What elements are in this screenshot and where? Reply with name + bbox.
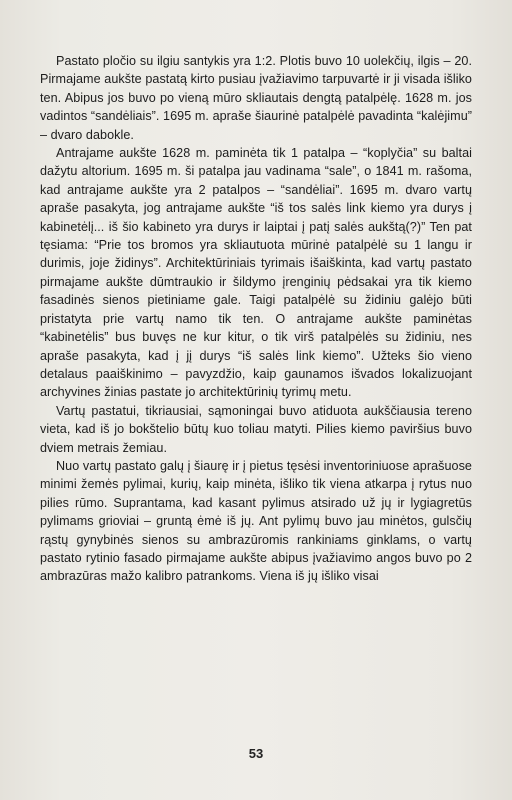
paragraph-2: Antrajame aukšte 1628 m. paminėta tik 1 patalpa – “koplyčia” su baltai dažytu altorium. 1695 m. ši patalpa jau vadinama “sale”, o 1841 m. rašoma, kad antrajame aukšte yra 2 patalpos – “sandėliai”. 1695 m. dvaro vartų apraše pasakyta, jog antrajame aukšte “iš tos salės link kiemo yra durys į kabinetėlį... iš šio kabineto yra durys ir laiptai į patį salės aukštą(?)” Ten pat tęsiama: “Prie tos bromos yra skliautuota mūrinė patalpėlė su 1 langu ir durimis, joje židinys”. Architektūriniais tyrimais išaiškinta, kad vartų pastato pirmajame aukšte dūmtraukio ir šildymo įrenginių pėdsakai yra tik kiemo fasadinės sienos pietiniame gale. Taigi patalpėlė su židiniu galėjo būti pristatyta prie vartų namo tik ten. O antrajame aukšte paminėtas “kabinetėlis” bus buvęs ne kur kitur, o tik virš patalpėlės su židiniu, nes apraše pasakyta, kad į jį durys “iš salės link kiemo”. Užteks šio vieno detalaus paaiškinimo – pavyzdžio, kaip gaunamos išvados lokalizuojant archyvines žinias pastate jo architektūrinių tyrimų metu. bbox=[40, 146, 472, 400]
paragraph-3: Vartų pastatui, tikriausiai, sąmoningai buvo atiduota aukščiausia tereno vieta, kad iš jo bokštelio būtų kuo toliau matyti. Pilies kiemo paviršius buvo dviem metrais žemiau. bbox=[40, 403, 472, 455]
paragraph-4: Nuo vartų pastato galų į šiaurę ir į pietus tęsėsi inventoriniuose aprašuose minimi žemės pylimai, kurių, kaip minėta, išliko tik viena atkarpa į rytus nuo pilies rūmo. Suprantama, kad kasant pylimus atsirado už jų ir lygiagretūs pylimams grioviai – gruntą ėmė iš jų. Ant pylimų buvo jau minėtos, gulsčių rąstų gynybinės sienos su ambrazūromis rankiniams ginklams, o vartų pastato rytinio fasado pirmajame aukšte abipus įvažiavimo angos buvo po 2 ambrazūras mažo kalibro patrankoms. Viena iš jų išliko visai bbox=[40, 458, 472, 584]
page-number: 53 bbox=[248, 746, 264, 761]
body-text bbox=[40, 52, 472, 586]
paragraph-1: Pastato pločio su ilgiu santykis yra 1:2. Plotis buvo 10 uolekčių, ilgis – 20. Pirmajame aukšte pastatą kirto pusiau įvažiavimo tarpuvartė ir ji visada išliko ten. Abipus jos buvo po vieną mūro skliautais dengtą patalpėlę. 1628 m. jos vadintos “sandėliais”. 1695 m. apraše šiaurinė patalpėlė pavadinta “kalėjimu” – dvaro dabokle. bbox=[40, 54, 472, 142]
